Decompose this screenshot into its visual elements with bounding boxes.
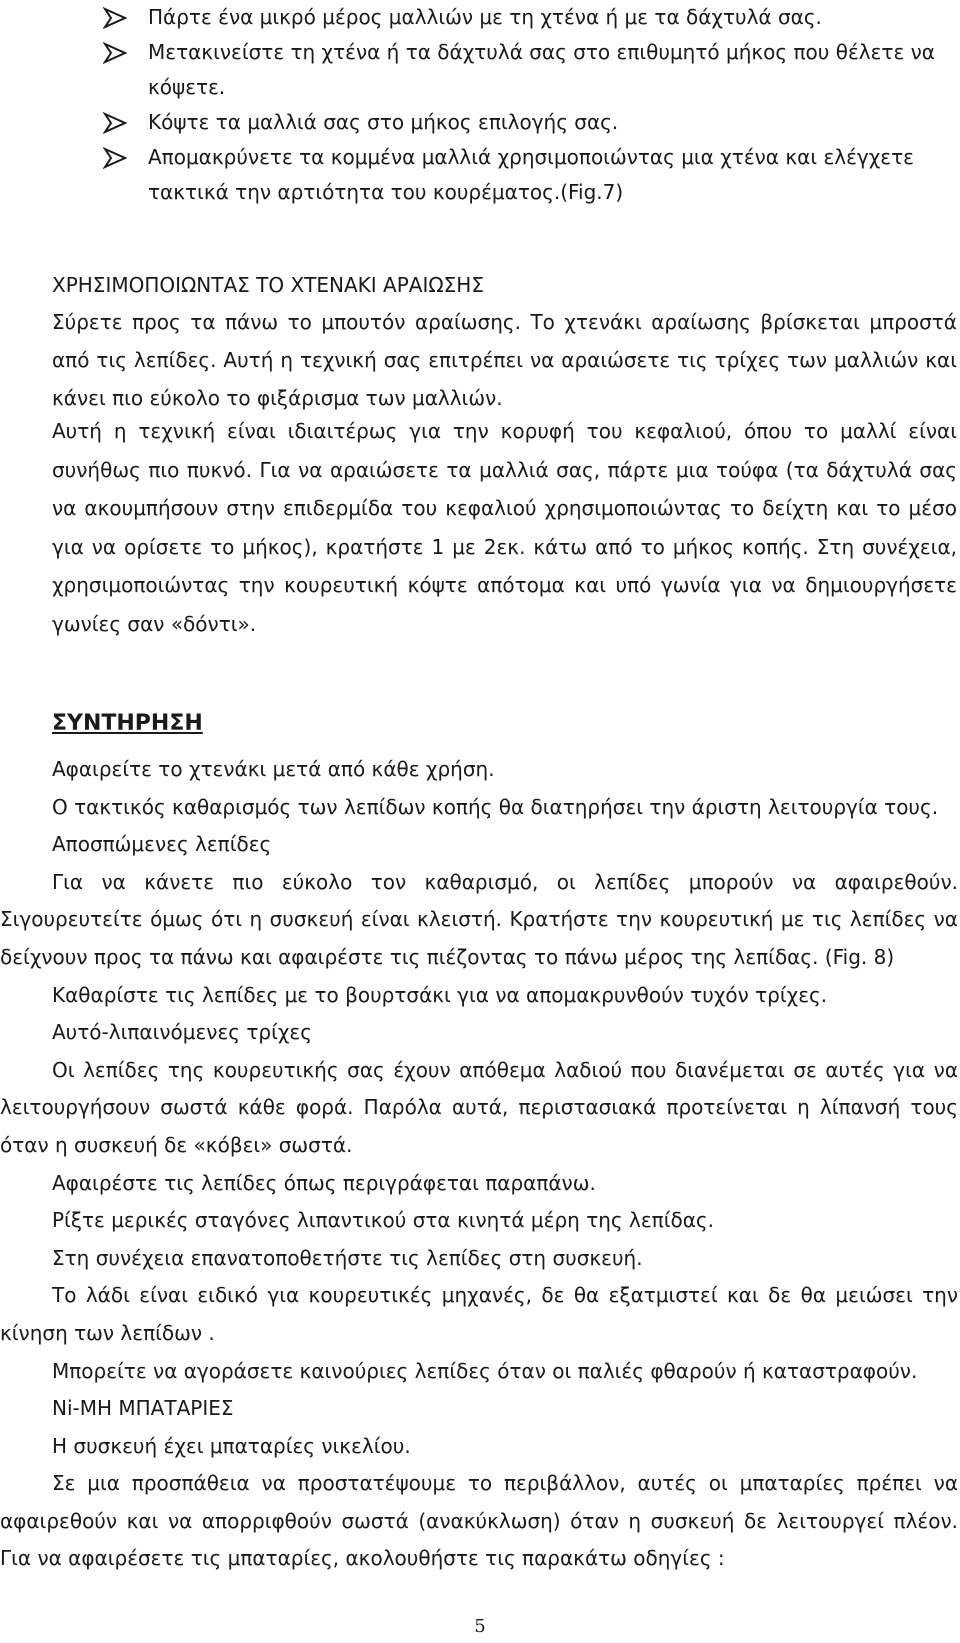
arrow-bullet-icon [103,7,127,29]
maintenance-paragraph: Οι λεπίδες της κουρευτικής σας έχουν απόθεμα λαδιού που διανέμεται σε αυτές για να λειτουργήσουν σωστά κάθε φορά. Παρόλα αυτά, περιστασιακά προτείνεται η λίπανσή τους όταν η συσκευή δε «κόβει» σωστά. [0,1057,958,1157]
maintenance-paragraph: Για να κάνετε πιο εύκολο τον καθαρισμό, οι λεπίδες μπορούν να αφαιρεθούν. Σιγουρευτείτε όμως ότι η συσκευή είναι κλειστή. Κρατήστε την κουρευτική με τις λεπίδες να δείχνουν προς τα πάνω και αφαιρέστε τις πιέζοντας το πάνω μέρος της λεπίδας. (Fig. 8) [0,869,958,969]
subheading-detachable-blades: Αποσπώμενες λεπίδες [52,832,272,857]
bullet-item [103,140,958,210]
maintenance-body [0,751,958,1578]
maintenance-paragraph: Σε μια προσπάθεια να προστατέψουμε το περιβάλλον, αυτές οι μπαταρίες πρέπει να αφαιρεθούν και να απορριφθούν σωστά (ανακύκλωση) όταν η συσκευή δε λειτουργεί πλέον. Για να αφαιρέσετε τις μπαταρίες, ακολουθήστε τις παρακάτω οδηγίες : [0,1471,958,1571]
bullet-item [103,0,958,35]
maintenance-line: Μπορείτε να αγοράσετε καινούριες λεπίδες όταν οι παλιές φθαρούν ή καταστραφούν. [52,1358,918,1383]
maintenance-paragraph: Το λάδι είναι ειδικό για κουρευτικές μηχανές, δε θα εξατμιστεί και δε θα μειώσει την κίνηση των λεπίδων . [0,1283,958,1345]
maintenance-heading: ΣΥΝΤΗΡΗΣΗ [52,711,203,736]
maintenance-line: Καθαρίστε τις λεπίδες με το βουρτσάκι για να απομακρυνθούν τυχόν τρίχες. [52,982,828,1007]
subheading-nimh-batteries: Ni-MH ΜΠΑΤΑΡΙΕΣ [52,1396,234,1421]
bullet-list [103,0,958,210]
maintenance-line: Ρίξτε μερικές σταγόνες λιπαντικού στα κινητά μέρη της λεπίδας. [52,1208,714,1233]
maintenance-line: Αφαιρείτε το χτενάκι μετά από κάθε χρήση. [52,757,495,781]
bullet-text: Μετακινείστε τη χτένα ή τα δάχτυλά σας στο επιθυμητό μήκος που θέλετε να κόψετε. [148,40,935,99]
bullet-item [103,35,958,105]
bullet-text: Κόψτε τα μαλλιά σας στο μήκος επιλογής σας. [148,110,619,134]
maintenance-line: Η συσκευή έχει μπαταρίες νικελίου. [52,1433,411,1458]
arrow-bullet-icon [103,42,127,64]
arrow-bullet-icon [103,147,127,169]
bullet-text: Απομακρύνετε τα κομμένα μαλλιά χρησιμοποιώντας μια χτένα και ελέγχετε τακτικά την αρτιότητα του κουρέματος.(Fig.7) [148,145,914,204]
maintenance-line: Ο τακτικός καθαρισμός των λεπίδων κοπής θα διατηρήσει την άριστη λειτουργία τους. [52,794,939,819]
thinning-paragraph-2: Αυτή η τεχνική είναι ιδιαιτέρως για την κορυφή του κεφαλιού, όπου το μαλλί είναι συνήθως πιο πυκνό. Για να αραιώσετε τα μαλλιά σας, πάρτε μια τούφα (τα δάχτυλά σας να ακουμπήσουν στην επιδερμίδα του κεφαλιού χρησιμοποιώντας το δείχτη και το μέσο για να ορίσετε το μήκος), κρατήστε 1 με 2εκ. κάτω από το μήκος κοπής. Στη συνέχεια, χρησιμοποιώντας την κουρευτική κόψτε απότομα και υπό γωνία για να δημιουργήσετε γωνίες σαν «δόντι». [52,419,957,636]
bullet-item [103,105,958,140]
maintenance-line: Στη συνέχεια επανατοποθετήστε τις λεπίδες στη συσκευή. [52,1245,643,1270]
thinning-paragraph-1: Σύρετε προς τα πάνω το μπουτόν αραίωσης. Το χτενάκι αραίωσης βρίσκεται μπροστά από τις λεπίδες. Αυτή η τεχνική σας επιτρέπει να αραιώσετε τις τρίχες των μαλλιών και κάνει πιο εύκολο το φιξάρισμα των μαλλιών. [52,310,957,410]
thinning-heading: ΧΡΗΣΙΜΟΠΟΙΩΝΤΑΣ ΤΟ ΧΤΕΝΑΚΙ ΑΡΑΙΩΣΗΣ [52,273,484,297]
subheading-self-lubricating: Αυτό-λιπαινόμενες τρίχες [52,1020,312,1045]
arrow-bullet-icon [103,112,127,134]
page-number: 5 [474,1616,486,1637]
maintenance-line: Αφαιρέστε τις λεπίδες όπως περιγράφεται παραπάνω. [52,1170,596,1195]
bullet-text: Πάρτε ένα μικρό μέρος μαλλιών με τη χτένα ή με τα δάχτυλά σας. [148,5,822,29]
